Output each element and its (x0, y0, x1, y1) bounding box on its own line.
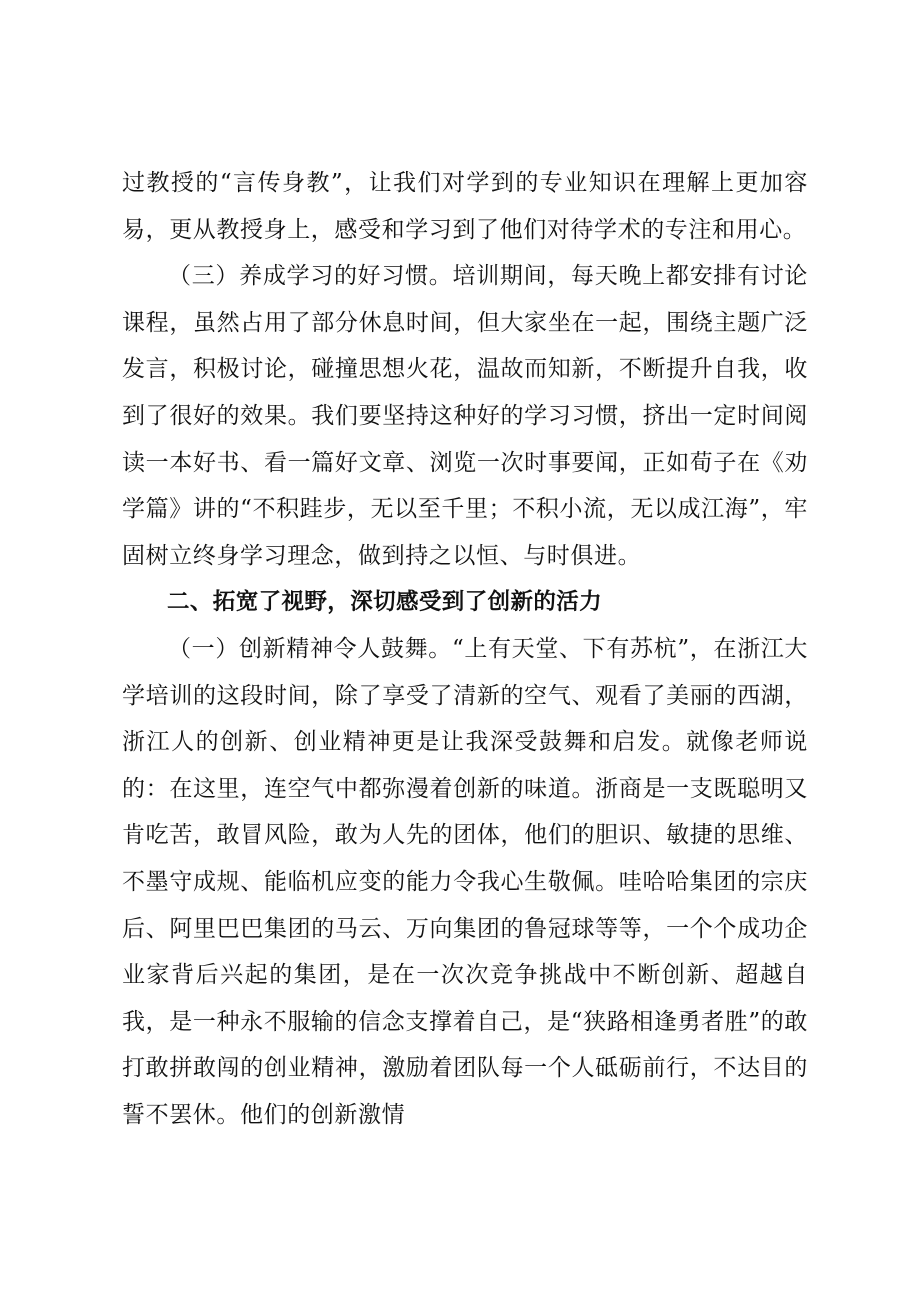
document-body (122, 160, 808, 1138)
paragraph-study-habits: （三）养成学习的好习惯。培训期间，每天晚上都安排有讨论课程，虽然占用了部分休息时间，但大家坐在一起，围绕主题广泛发言，积极讨论，碰撞思想火花，温故而知新，不断提升自我，收到了很好的效果。我们要坚持这种好的学习习惯，挤出一定时间阅读一本好书、看一篇好文章、浏览一次时事要闻，正如荀子在《劝学篇》讲的“不积跬步，无以至千里；不积小流，无以成江海”，牢固树立终身学习理念，做到持之以恒、与时俱进。 (122, 263, 808, 569)
section-heading-2: 二、拓宽了视野，深切感受到了创新的活力 (167, 589, 603, 616)
paragraph-innovation-spirit: （一）创新精神令人鼓舞。“上有天堂、下有苏杭”，在浙江大学培训的这段时间，除了享受了清新的空气、观看了美丽的西湖，浙江人的创新、创业精神更是让我深受鼓舞和启发。就像老师说的：在这里，连空气中都弥漫着创新的味道。浙商是一支既聪明又肯吃苦，敢冒风险，敢为人先的团体，他们的胆识、敏捷的思维、不墨守成规、能临机应变的能力令我心生敬佩。哇哈哈集团的宗庆后、阿里巴巴集团的马云、万向集团的鲁冠球等等，一个个成功企业家背后兴起的集团，是在一次次竞争挑战中不断创新、超越自我，是一种永不服输的信念支撑着自己，是“狭路相逢勇者胜”的敢打敢拼敢闯的创业精神，激励着团队每一个人砥砺前行，不达目的誓不罢休。他们的创新激情 (122, 635, 808, 1128)
paragraph-1-continuation: 过教授的“言传身教”，让我们对学到的专业知识在理解上更加容易，更从教授身上，感受和学习到了他们对待学术的专注和用心。 (122, 170, 808, 243)
